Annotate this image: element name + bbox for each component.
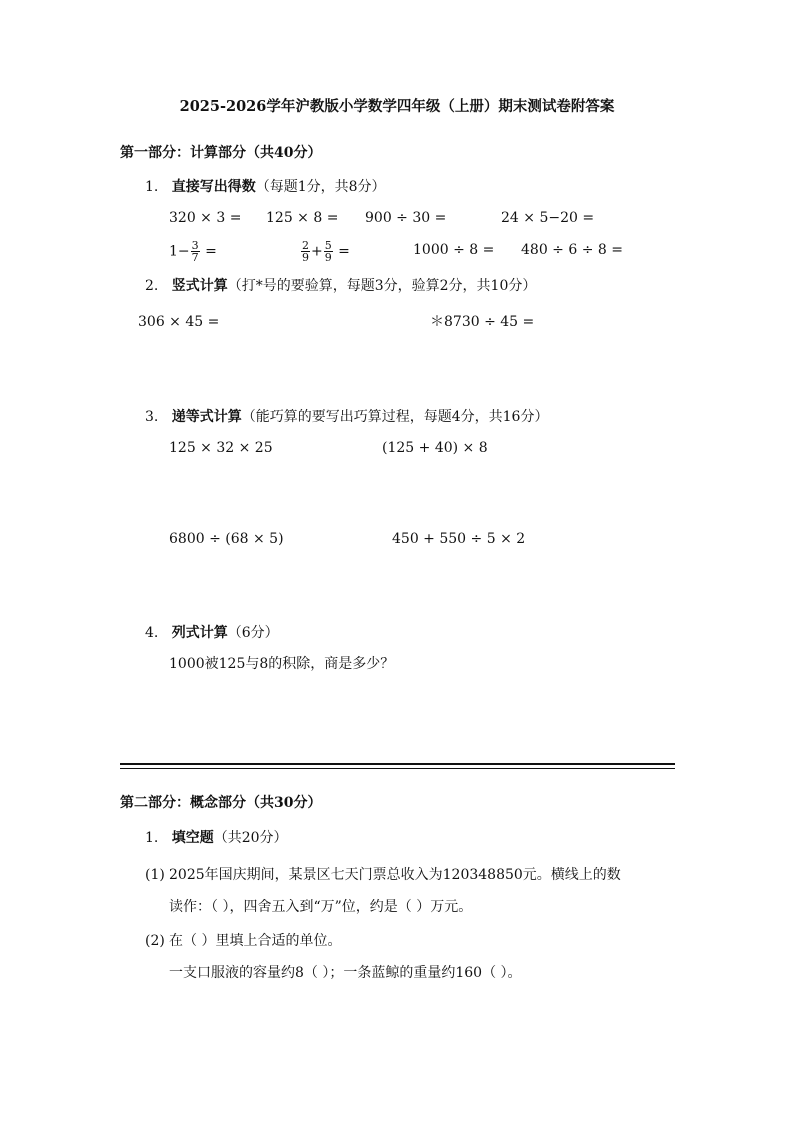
q1-expr-1: 320 × 3 = [169, 210, 242, 226]
fraction-numerator: 3 [191, 239, 199, 252]
p2-q1-sub1-line2: 读作：（ ），四舍五入到“万”位，约是（ ）万元。 [169, 899, 473, 915]
q3-line [145, 408, 548, 426]
q3-title: 递等式计算 [171, 409, 242, 425]
fraction-numerator: 2 [302, 239, 309, 252]
q3-expr-2: (125 + 40) × 8 [382, 440, 488, 456]
q4-number: 4. [145, 625, 159, 641]
page-title: 2025-2026学年沪教版小学数学四年级（上册）期末测试卷附答案 [179, 98, 615, 115]
q2-note: （打*号的要验算，每题3分，验算2分，共10分） [227, 278, 537, 294]
p2-q1-sub2-line2: 一支口服液的容量约8（ ）；一条蓝鲸的重量约160（ ）。 [169, 965, 522, 981]
q1-line [145, 178, 386, 196]
q3-expr-1: 125 × 32 × 25 [169, 440, 273, 456]
p2-q1-title: 填空题 [171, 830, 214, 846]
q3-note: （能巧算的要写出巧算过程，每题4分，共16分） [241, 409, 549, 425]
q1-expr-5 [169, 240, 217, 263]
p2-q1-note: （共20分） [213, 830, 288, 846]
q4-note: （6分） [227, 625, 279, 641]
q2-line [145, 277, 536, 295]
q2-expr-2: ＊8730 ÷ 45 = [430, 314, 535, 330]
q1-expr-8: 480 ÷ 6 ÷ 8 = [521, 242, 623, 258]
expr-tail: = [200, 243, 217, 260]
p2-q1-line [145, 829, 288, 847]
q3-number: 3. [145, 409, 159, 425]
fraction-denominator: 7 [191, 251, 199, 264]
q1-expr-3: 900 ÷ 30 = [365, 210, 447, 226]
fraction [191, 240, 200, 263]
q1-expr-6 [300, 240, 350, 263]
fraction-numerator: 5 [324, 239, 332, 252]
fraction-denominator: 9 [324, 251, 332, 264]
q1-number: 1. [145, 179, 159, 195]
q1-expr-2: 125 × 8 = [266, 210, 339, 226]
q4-text: 1000被125与8的积除，商是多少？ [169, 656, 395, 672]
q2-number: 2. [145, 278, 159, 294]
q2-title: 竖式计算 [171, 278, 228, 294]
part2-heading: 第二部分：概念部分（共30分） [120, 795, 322, 811]
q4-title: 列式计算 [171, 625, 228, 641]
expr-tail: = [333, 243, 350, 260]
p2-q1-sub1-label: (1) [145, 867, 165, 883]
fraction [324, 240, 333, 263]
p2-q1-sub2-label: (2) [145, 933, 165, 949]
p2-q1-sub1-line1: 2025年国庆期间，某景区七天门票总收入为120348850元。横线上的数 [169, 867, 621, 883]
q1-title: 直接写出得数 [171, 179, 256, 195]
q4-line [145, 624, 279, 642]
q1-expr-4: 24 × 5−20 = [501, 210, 595, 226]
fraction [301, 240, 310, 263]
q2-expr-1: 306 × 45 = [138, 314, 220, 330]
q3-expr-4: 450 + 550 ÷ 5 × 2 [392, 531, 526, 547]
section-divider [120, 763, 675, 765]
p2-q1-sub2-line1: 在（ ）里填上合适的单位。 [169, 933, 342, 949]
q1-note: （每题1分，共8分） [255, 179, 386, 195]
section-divider-thin [120, 768, 675, 769]
fraction-whole: 1− [169, 243, 190, 260]
fraction-denominator: 9 [302, 251, 309, 264]
q1-expr-7: 1000 ÷ 8 = [413, 242, 495, 258]
p2-q1-number: 1. [145, 830, 159, 846]
q3-expr-3: 6800 ÷ (68 × 5) [169, 531, 284, 547]
operator: + [311, 243, 323, 260]
part1-heading: 第一部分：计算部分（共40分） [120, 145, 322, 161]
